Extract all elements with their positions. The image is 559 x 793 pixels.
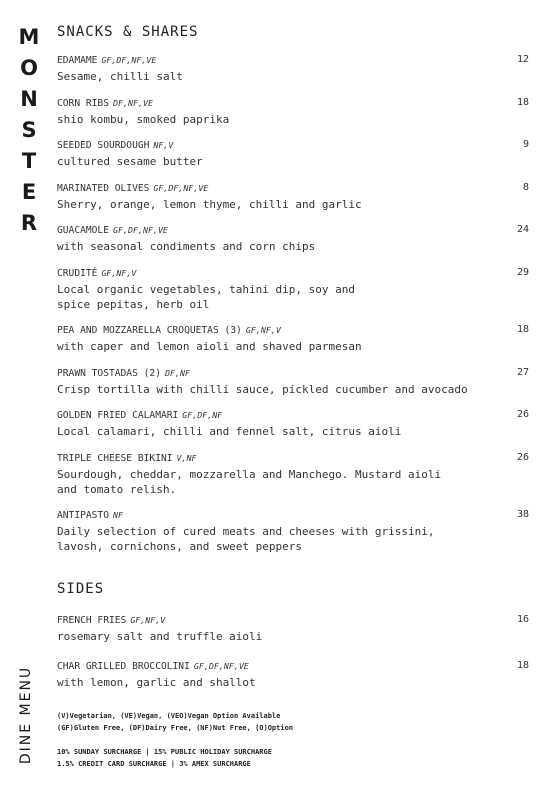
side-label	[6, 660, 46, 770]
item-price: 24	[516, 224, 529, 235]
menu-item	[57, 323, 529, 354]
item-tags: GF,NF,V	[130, 615, 166, 625]
item-tags: GF,NF,V	[245, 325, 281, 335]
menu-item	[57, 451, 529, 497]
item-name: SEEDED SOURDOUGH	[57, 140, 150, 151]
menu-item	[57, 366, 529, 397]
section-title-snacks: SNACKS & SHARES	[57, 24, 199, 40]
menu-item	[57, 613, 529, 644]
item-tags: DF,NF	[164, 368, 190, 378]
item-tags: GF,DF,NF,VE	[153, 183, 209, 193]
item-tags: GF,DF,NF,VE	[112, 225, 168, 235]
item-desc: with seasonal condiments and corn chips	[57, 240, 316, 253]
item-desc: Local calamari, chilli and fennel salt, citrus aioli	[57, 425, 402, 438]
menu-item	[57, 223, 529, 254]
legend-line: (V)Vegetarian, (VE)Vegan, (VEO)Vegan Option Available	[57, 712, 281, 720]
item-tags: V,NF	[176, 453, 197, 463]
legend-line: (GF)Gluten Free, (DF)Dairy Free, (NF)Nut Free, (O)Option	[57, 724, 294, 732]
item-name: PRAWN TOSTADAS (2)	[57, 368, 161, 379]
item-tags: GF,DF,NF	[182, 410, 223, 420]
item-price: 18	[516, 97, 529, 108]
item-tags: NF	[112, 510, 123, 520]
section-title-sides: SIDES	[57, 581, 105, 597]
brand-letter: E	[21, 180, 37, 204]
item-name: EDAMAME	[57, 55, 98, 66]
item-price: 8	[522, 182, 529, 193]
item-price: 29	[516, 267, 529, 278]
item-desc: with lemon, garlic and shallot	[57, 676, 256, 689]
item-name: GOLDEN FRIED CALAMARI	[57, 410, 179, 421]
item-desc: Sesame, chilli salt	[57, 70, 183, 83]
item-price: 27	[516, 367, 529, 378]
menu-item	[57, 266, 529, 312]
item-price: 38	[516, 509, 529, 520]
item-tags: GF,NF,V	[101, 268, 137, 278]
item-name: ANTIPASTO	[57, 510, 109, 521]
item-name: GUACAMOLE	[57, 225, 109, 236]
item-desc: Local organic vegetables, tahini dip, soy and spice pepitas, herb oil	[57, 283, 356, 311]
item-name: MARINATED OLIVES	[57, 183, 150, 194]
item-tags: DF,NF,VE	[112, 98, 153, 108]
brand-letter: M	[18, 25, 40, 49]
item-desc: shio kombu, smoked paprika	[57, 113, 230, 126]
item-price: 26	[516, 409, 529, 420]
item-desc: Sourdough, cheddar, mozzarella and Manchego. Mustard aioli and tomato relish.	[57, 468, 442, 496]
item-price: 26	[516, 452, 529, 463]
item-name: FRENCH FRIES	[57, 615, 127, 626]
brand-letter: S	[21, 118, 37, 142]
item-name: CHAR GRILLED BROCCOLINI	[57, 661, 190, 672]
item-desc: cultured sesame butter	[57, 155, 203, 168]
menu-item	[57, 96, 529, 127]
item-price: 16	[516, 614, 529, 625]
menu-item	[57, 659, 529, 690]
item-name: TRIPLE CHEESE BIKINI	[57, 453, 173, 464]
item-tags: GF,DF,NF,VE	[193, 661, 249, 671]
side-label-text: DINE MENU	[18, 665, 34, 765]
item-desc: Crisp tortilla with chilli sauce, pickled cucumber and avocado	[57, 383, 468, 396]
menu-item	[57, 408, 529, 439]
item-name: CRUDITÉ	[57, 268, 98, 279]
brand-letter: N	[20, 87, 38, 111]
surcharge-line: 1.5% CREDIT CARD SURCHARGE | 3% AMEX SURCHARGE	[57, 760, 251, 768]
item-desc: rosemary salt and truffle aioli	[57, 630, 263, 643]
brand-letter: O	[20, 56, 38, 80]
menu-item	[57, 508, 529, 554]
item-price: 12	[516, 54, 529, 65]
brand-letter: R	[20, 211, 38, 235]
item-name: CORN RIBS	[57, 98, 109, 109]
brand-letter: T	[21, 149, 37, 173]
brand-wordmark	[12, 22, 46, 239]
item-name: PEA AND MOZZARELLA CROQUETAS (3)	[57, 325, 242, 336]
item-tags: GF,DF,NF,VE	[101, 55, 157, 65]
menu-item	[57, 138, 529, 169]
item-tags: NF,V	[153, 140, 174, 150]
surcharge-line: 10% SUNDAY SURCHARGE | 15% PUBLIC HOLIDAY SURCHARGE	[57, 748, 272, 756]
item-price: 18	[516, 324, 529, 335]
item-desc: with caper and lemon aioli and shaved parmesan	[57, 340, 362, 353]
menu-item	[57, 53, 529, 84]
menu-item	[57, 181, 529, 212]
item-price: 18	[516, 660, 529, 671]
item-price: 9	[522, 139, 529, 150]
item-desc: Sherry, orange, lemon thyme, chilli and garlic	[57, 198, 362, 211]
item-desc: Daily selection of cured meats and cheeses with grissini, lavosh, cornichons, and sweet peppers	[57, 525, 435, 553]
